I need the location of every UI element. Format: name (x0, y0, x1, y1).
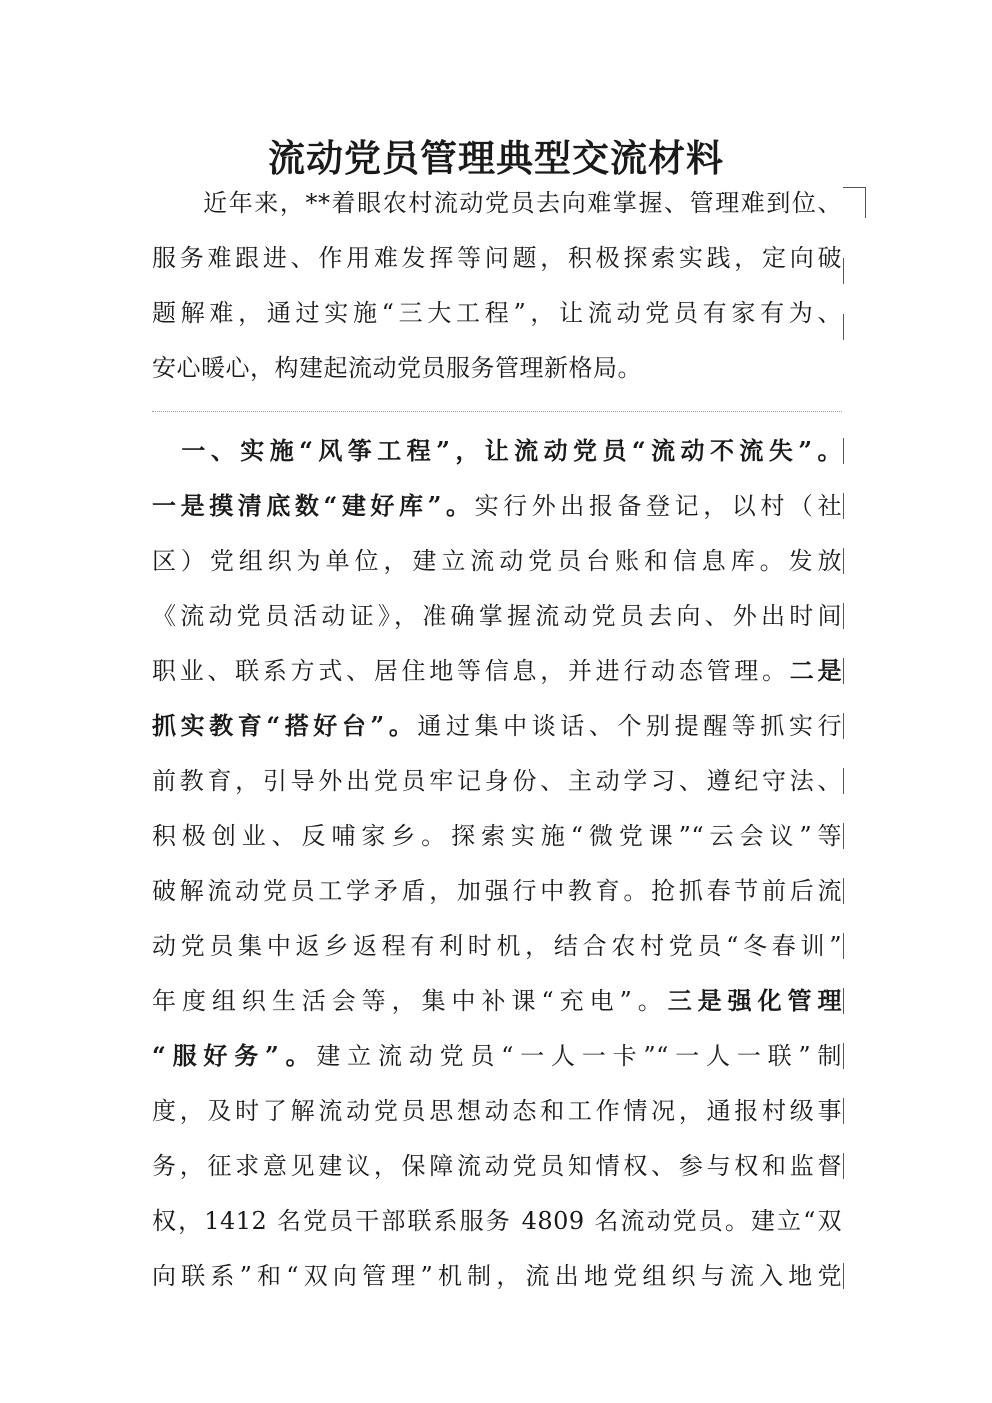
body-line: 积极创业、反哺家乡。探索实施“微党课”“云会议”等 (152, 822, 842, 850)
intro-line-4: 安心暖心，构建起流动党员服务管理新格局。 (152, 354, 642, 382)
margin-mark (843, 603, 844, 629)
margin-mark (843, 438, 844, 464)
body-text: 实行外出报备登记，以村（社 (474, 492, 843, 520)
body-line: 《流动党员活动证》，准确掌握流动党员去向、外出时间 (152, 602, 842, 630)
body-line: 务，征求意见建议，保障流动党员知情权、参与权和监督 (152, 1152, 842, 1180)
margin-mark (843, 658, 844, 684)
body-line: 度，及时了解流动党员思想动态和工作情况，通报村级事 (152, 1097, 842, 1125)
margin-mark (843, 988, 844, 1014)
body-line: 动党员集中返乡返程有利时机，结合农村党员“冬春训” (152, 932, 842, 960)
subheading-2-start: 二是 (789, 656, 843, 685)
margin-mark (843, 493, 844, 519)
margin-mark (843, 713, 844, 739)
margin-corner-mark (843, 187, 866, 218)
margin-mark (843, 933, 844, 959)
margin-mark (843, 1098, 844, 1124)
body-line (152, 699, 842, 753)
margin-mark (843, 768, 844, 794)
subheading-3-start: 三是强化管理 (667, 986, 842, 1015)
document-title: 流动党员管理典型交流材料 (268, 136, 724, 180)
subheading-2: 抓实教育“搭好台”。 (152, 711, 418, 740)
margin-mark (843, 1043, 844, 1069)
body-text: 建立流动党员“一人一卡”“一人一联”制 (316, 1042, 843, 1070)
margin-mark (843, 1263, 844, 1289)
body-text: 通过集中谈话、个别提醒等抓实行 (417, 712, 843, 740)
body-line: 前教育，引导外出党员牢记身份、主动学习、遵纪守法、 (152, 767, 842, 795)
margin-mark (843, 1153, 844, 1179)
subheading-1: 一是摸清底数“建好库”。 (152, 491, 475, 520)
paragraph-separator (152, 411, 842, 412)
body-line: 区）党组织为单位，建立流动党员台账和信息库。发放 (152, 547, 842, 575)
body-line: 破解流动党员工学矛盾，加强行中教育。抢抓春节前后流 (152, 877, 842, 905)
margin-mark (843, 878, 844, 904)
margin-mark (843, 823, 844, 849)
body-line (152, 1029, 842, 1083)
intro-line-3: 题解难，通过实施“三大工程”，让流动党员有家有为、 (152, 299, 842, 327)
subheading-3: “服好务”。 (152, 1041, 317, 1070)
body-line (152, 479, 842, 533)
margin-mark (843, 258, 844, 284)
intro-line-1: 近年来，**着眼农村流动党员去向难掌握、管理难到位、 (152, 189, 842, 217)
body-line: 权，1412 名党员干部联系服务 4809 名流动党员。建立“双 (152, 1207, 842, 1235)
body-line (152, 974, 842, 1028)
body-text: 职业、联系方式、居住地等信息，并进行动态管理。 (152, 657, 790, 685)
margin-mark (843, 548, 844, 574)
margin-mark (843, 314, 844, 340)
body-text: 年度组织生活会等，集中补课“充电”。 (152, 987, 668, 1015)
body-line: 向联系”和“双向管理”机制，流出地党组织与流入地党 (152, 1262, 842, 1290)
intro-line-2: 服务难跟进、作用难发挥等问题，积极探索实践，定向破 (152, 244, 842, 272)
section-heading: 一、实施“风筝工程”，让流动党员“流动不流失”。 (152, 436, 842, 465)
body-line (152, 644, 842, 698)
